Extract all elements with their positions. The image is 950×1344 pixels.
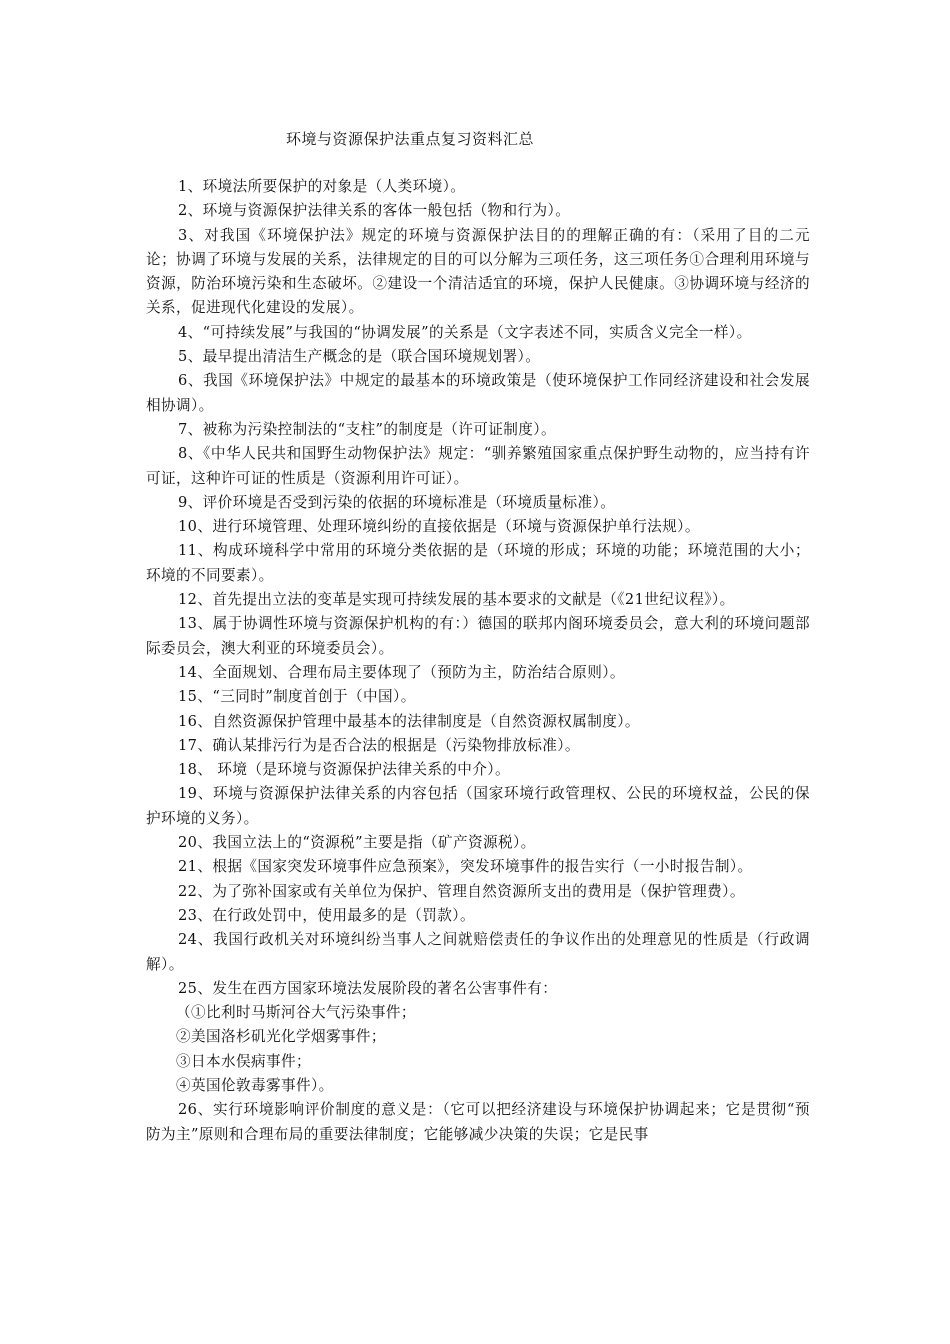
item-19: 19、环境与资源保护法律关系的内容包括（国家环境行政管理权、公民的环境权益，公民的保护环境的义务）。 — [146, 785, 810, 827]
item-24: 24、我国行政机关对环境纠纷当事人之间就赔偿责任的争议作出的处理意见的性质是（行政调解）。 — [146, 931, 810, 973]
item-25-sub-2: ②美国洛杉矶光化学烟雾事件； — [176, 1028, 386, 1046]
item-23: 23、在行政处罚中，使用最多的是（罚款）。 — [178, 906, 475, 924]
item-10: 10、进行环境管理、处理环境纠纷的直接依据是（环境与资源保护单行法规）。 — [178, 518, 700, 536]
item-25-sub-1: （①比利时马斯河谷大气污染事件； — [176, 1004, 416, 1022]
item-22: 22、为了弥补国家或有关单位为保护、管理自然资源所支出的费用是（保护管理费）。 — [178, 882, 745, 900]
item-13: 13、属于协调性环境与资源保护机构的有：）德国的联邦内阁环境委员会，意大利的环境问题部际委员会，澳大利亚的环境委员会）。 — [146, 615, 810, 657]
item-21: 21、根据《国家突发环境事件应急预案》，突发环境事件的报告实行（一小时报告制）。 — [178, 858, 753, 876]
item-15: 15、“三同时”制度首创于（中国）。 — [178, 688, 416, 706]
document-body — [146, 175, 810, 1147]
item-14: 14、全面规划、合理布局主要体现了（预防为主，防治结合原则）。 — [178, 663, 625, 681]
item-25-sub-4: ④英国伦敦毒雾事件）。 — [176, 1076, 334, 1094]
item-18: 18、 环境（是环境与资源保护法律关系的中介）。 — [178, 761, 510, 779]
item-11: 11、构成环境科学中常用的环境分类依据的是（环境的形成；环境的功能；环境范围的大小；环境的不同要素）。 — [146, 542, 810, 584]
item-8: 8、《中华人民共和国野生动物保护法》规定：“驯养繁殖国家重点保护野生动物的，应当持有许可证，这种许可证的性质是（资源利用许可证）。 — [146, 445, 810, 487]
item-7: 7、被称为污染控制法的“支柱”的制度是（许可证制度）。 — [178, 420, 556, 438]
item-9: 9、评价环境是否受到污染的依据的环境标准是（环境质量标准）。 — [178, 493, 616, 511]
item-4: 4、“可持续发展”与我国的“协调发展”的关系是（文字表述不同，实质含义完全一样）。 — [178, 323, 752, 341]
item-25: 25、发生在西方国家环境法发展阶段的著名公害事件有： — [178, 979, 558, 997]
item-2: 2、环境与资源保护法律关系的客体一般包括（物和行为）。 — [178, 202, 571, 220]
item-5: 5、最早提出清洁生产概念的是（联合国环境规划署）。 — [178, 348, 541, 366]
document-title: 环境与资源保护法重点复习资料汇总 — [285, 130, 534, 148]
item-12: 12、首先提出立法的变革是实现可持续发展的基本要求的文献是（《21世纪议程》）。 — [178, 591, 735, 609]
item-3: 3、对我国《环境保护法》规定的环境与资源保护法目的的理解正确的有：（采用了目的二元论；协调了环境与发展的关系，法律规定的目的可以分解为三项任务，这三项任务①合理利用环境与资源，防治环境污染和生态破坏。②建设一个清洁适宜的环境，保护人民健康。③协调环境与经济的关系，促进现代化建设的发展）。 — [146, 226, 810, 317]
item-17: 17、确认某排污行为是否合法的根据是（污染物排放标准）。 — [178, 736, 580, 754]
item-6: 6、我国《环境保护法》中规定的最基本的环境政策是（使环境保护工作同经济建设和社会发展相协调）。 — [146, 372, 810, 414]
item-16: 16、自然资源保护管理中最基本的法律制度是（自然资源权属制度）。 — [178, 712, 640, 730]
item-20: 20、我国立法上的“资源税”主要是指（矿产资源税）。 — [178, 834, 536, 852]
item-1: 1、环境法所要保护的对象是（人类环境）。 — [178, 178, 466, 195]
item-25-sub-3: ③日本水俣病事件； — [176, 1052, 311, 1070]
item-26: 26、实行环境影响评价制度的意义是：（它可以把经济建设与环境保护协调起来；它是贯彻“预防为主”原则和合理布局的重要法律制度；它能够减少决策的失误；它是民事 — [146, 1101, 810, 1143]
